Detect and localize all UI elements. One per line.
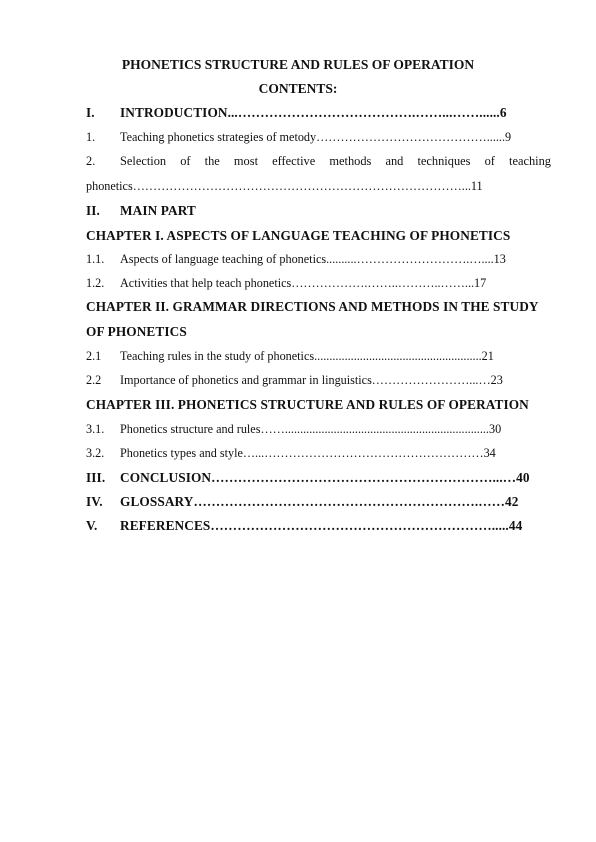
- toc-entry-2-line2: [86, 179, 551, 194]
- toc-entry-text: Phonetics types and style…...………………………………………………34: [120, 446, 496, 460]
- toc-entry-number: II.: [86, 203, 100, 218]
- toc-entry-text: Activities that help teach phonetics……………….……..………..……...17: [120, 276, 487, 290]
- toc-entry-main-part: [86, 203, 551, 219]
- toc-chapter-2-line2: [86, 324, 551, 340]
- toc-entry-text: OF PHONETICS: [86, 324, 187, 339]
- toc-entry-number: 2.1: [86, 349, 102, 363]
- toc-entry-text: REFERENCES……………………………………………………….....44: [120, 518, 523, 533]
- toc-chapter-1: [86, 228, 551, 244]
- toc-entry-text: Teaching rules in the study of phonetics.......................................................21: [120, 349, 494, 363]
- toc-entry-text: CONCLUSION………………………………………………………...…40: [120, 470, 530, 485]
- toc-entry-1-2: [86, 276, 551, 291]
- toc-chapter-2-line1: [86, 299, 551, 315]
- toc-entry-text: CHAPTER I. ASPECTS OF LANGUAGE TEACHING OF PHONETICS: [86, 228, 511, 243]
- toc-entry-text: Teaching phonetics strategies of metody……………………………………......9: [120, 130, 512, 144]
- toc-entry-number: 2.2: [86, 373, 102, 387]
- toc-entry-number: 3.1.: [86, 422, 105, 436]
- toc-entry-text: GLOSSARY……………………………………………………….……42: [120, 494, 519, 509]
- toc-entry-number: III.: [86, 470, 106, 485]
- toc-entry-text: CHAPTER II. GRAMMAR DIRECTIONS AND METHODS IN THE STUDY: [86, 299, 539, 314]
- toc-entry-number: IV.: [86, 494, 103, 509]
- contents-heading: CONTENTS:: [258, 81, 338, 96]
- toc-entry-2-line1: [86, 154, 551, 169]
- toc-entry-3-2: [86, 446, 551, 461]
- toc-entry-2-1: [86, 349, 551, 364]
- toc-entry-number: V.: [86, 518, 98, 533]
- toc-entry-text: INTRODUCTION...………………………………….……...……......6: [120, 105, 507, 120]
- toc-entry-1: [86, 130, 551, 145]
- toc-entry-text: Phonetics structure and rules……...................................................................30: [120, 422, 502, 436]
- toc-entry-number: 1.: [86, 130, 96, 144]
- toc-entry-references: [86, 518, 551, 534]
- toc-entry-text: CHAPTER III. PHONETICS STRUCTURE AND RULES OF OPERATION: [86, 397, 529, 412]
- toc-entry-text: Importance of phonetics and grammar in linguistics……………………...…23: [120, 373, 503, 387]
- toc-entry-text: phonetics………………………………………………………………………...11: [86, 179, 483, 193]
- toc-entry-number: 3.2.: [86, 446, 105, 460]
- toc-entry-1-1: [86, 252, 551, 267]
- toc-entry-number: 1.2.: [86, 276, 105, 290]
- toc-entry-text: Selection of the most effective methods and techniques of teaching: [120, 154, 551, 168]
- toc-entry-introduction: [86, 105, 551, 121]
- toc-entry-text: Aspects of language teaching of phonetics..........……………………….…....13: [120, 252, 506, 266]
- toc-entry-number: 2.: [86, 154, 96, 168]
- toc-entry-3-1: [86, 422, 551, 437]
- toc-entry-text: MAIN PART: [120, 203, 196, 218]
- toc-entry-conclusion: [86, 470, 551, 486]
- toc-entry-number: 1.1.: [86, 252, 105, 266]
- document-title: PHONETICS STRUCTURE AND RULES OF OPERATION: [121, 57, 475, 72]
- toc-chapter-3: [86, 397, 551, 413]
- toc-entry-2-2: [86, 373, 551, 388]
- toc-entry-number: I.: [86, 105, 95, 120]
- toc-entry-glossary: [86, 494, 551, 510]
